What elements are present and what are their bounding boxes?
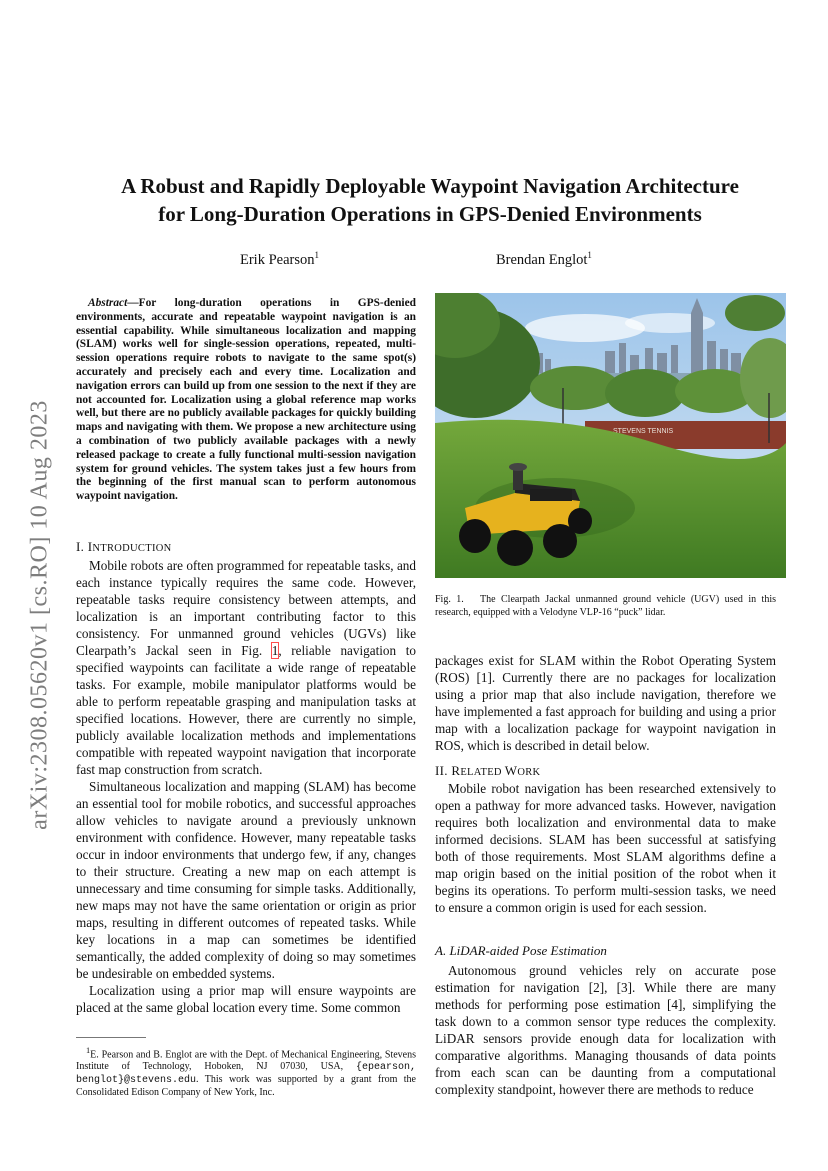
abstract-dash: — [127, 297, 139, 309]
related-rest-1: ELATED [460, 767, 505, 778]
lidar-section-body [435, 962, 776, 1098]
caption-label: Fig. 1. [435, 594, 464, 605]
title-line-1: A Robust and Rapidly Deployable Waypoint Navigation Architecture [121, 174, 739, 198]
footnote-email[interactable]: {epearson, benglot}@stevens.edu [76, 1062, 416, 1087]
footnote-text-b: . This work was supported by a grant from the Consolidated Edison Company of New York, Inc. [76, 1074, 416, 1099]
author-1-affiliation: 1 [314, 250, 319, 260]
related-paragraph-1: Mobile robot navigation has been researched extensively to open a pathway for more advanced tasks. However, navigation requires both localization and environmental data to make informed decisions. SLAM has been successful at satisfying both of those requirements. Most SLAM algorithms define a map origin based on the initial position of the robot when it begins its operations. To perform multi-session tasks, we need to ensure a common origin is used for each session. [435, 781, 776, 915]
title-line-2: for Long-Duration Operations in GPS-Denied Environments [158, 202, 702, 226]
abstract-text: For long-duration operations in GPS-denied environments, accurate and repeatable waypoint navigation is an essential capability. While simultaneous localization and mapping (SLAM) works well for single-session operations, repeated, multi-session operations require robots to navigate to the same spot(s) accurately and precisely each and every time. Localization and navigation errors can build up from one session to the next if they are not accounted for. Localization using a global reference map works well, but there are no publicly available packages for quickly building maps and navigating with them. We propose a new architecture using a combination of two publicly available packages with a newly released package to create a fully functional multi-session navigation system for ground vehicles. The system takes just a few hours from the beginning of the first manual scan to perform autonomous waypoint navigation. [76, 297, 416, 503]
right-column-continuation [435, 652, 776, 754]
intro-paragraph-1 [76, 557, 416, 778]
footnote-rule [76, 1037, 146, 1038]
author-2-name: Brendan Englot [496, 251, 588, 268]
footnote-marker: 1 [86, 1046, 91, 1055]
author-2 [496, 250, 592, 269]
abstract-label: Abstract [88, 297, 128, 309]
intro-p1-a: Mobile robots are often programmed for repeatable tasks, and each instance typically requires the same code. However, repeatable tasks require consistency between attempts, and localization is an important contributing factor to this consistency. For unmanned ground vehicles (UGVs) like Clearpath’s Jackal seen in Fig. [76, 558, 416, 658]
arxiv-identifier [20, 355, 60, 875]
intro-paragraph-2: Simultaneous localization and mapping (SLAM) has become an essential tool for mobile robotics, and successful approaches allow vehicles to navigate around a previously unknown environment with confidence. However, many repeatable tasks occur in indoor environments that undergo few, if any, changes to their structure. Creating a new map on each attempt is unnecessary and time consuming for simple tasks. Additionally, new maps may not have the same orientation or origin as prior maps, resulting in different outcomes of repeated tasks. While key locations in a map can sometimes be identified semantically, the added complexity of doing so may sometimes be undesirable on embedded systems. [76, 779, 416, 981]
introduction-body [76, 557, 416, 1016]
intro-p1-b: , reliable navigation to specified waypoints can facilitate a wide range of repeatable tasks. For example, mobile manipulator platforms would be able to perform repeatable grasping and manipulation tasks at specified locations. However, there are currently no simple, publicly available localization methods and implementations compatible with repeated waypoint navigation that incorporate fast map construction from scratch. [76, 643, 416, 777]
figure-1-caption [435, 594, 776, 619]
continuation-paragraph: packages exist for SLAM within the Robot Operating System (ROS) [1]. Currently there are no packages for localization using a prior map that also include navigation, therefore we have implemented a fast approach for building and using a prior map with a localization package for waypoint navigation in ROS, which is described in detail below. [435, 653, 776, 753]
figure-1-photo [435, 293, 786, 578]
related-numeral: II. [435, 763, 452, 778]
intro-numeral: I. [76, 539, 88, 554]
intro-rest: NTRODUCTION [92, 543, 172, 554]
related-rest-2: ORK [517, 767, 541, 778]
related-first-letter-1: R [451, 763, 461, 778]
arxiv-identifier-text: arXiv:2308.05620v1 [cs.RO] 10 Aug 2023 [26, 400, 53, 830]
abstract [76, 297, 416, 504]
footnote-text-a: E. Pearson and B. Englot are with the Dept. of Mechanical Engineering, Stevens Institute of Technology, Hoboken, NJ 07030, USA, [76, 1049, 416, 1073]
author-1-name: Erik Pearson [240, 251, 315, 268]
figure-1-link[interactable]: 1 [271, 643, 279, 658]
lidar-paragraph-1: Autonomous ground vehicles rely on accurate pose estimation for navigation [2], [3]. While there are many methods for performing pose estimation [4], simplifying the task down to a common sensor type reduces the complexity. LiDAR sensors provide enough data for localization with comparative algorithms. Managing thousands of data points from each scan can be daunting from a computational complexity standpoint, however there are methods to reduce [435, 963, 776, 1097]
intro-paragraph-3: Localization using a prior map will ensure waypoints are placed at the same global location every time. Some common [76, 983, 416, 1015]
caption-text: The Clearpath Jackal unmanned ground vehicle (UGV) used in this research, equipped with a Velodyne VLP-16 “puck” lidar. [435, 594, 776, 618]
paper-title [80, 172, 780, 228]
related-work-body [435, 780, 776, 916]
subsection-heading-lidar: A. LiDAR-aided Pose Estimation [435, 943, 607, 958]
section-heading-introduction [76, 538, 416, 557]
author-1 [240, 250, 319, 269]
intro-first-letter: I [87, 539, 93, 554]
footnote [76, 1045, 416, 1099]
author-2-affiliation: 1 [587, 250, 592, 260]
related-first-letter-2: W [504, 763, 518, 778]
jackal-ugv-photo [435, 293, 786, 578]
section-heading-related-work [435, 762, 776, 781]
tennis-sign-text: STEVENS TENNIS [613, 428, 674, 435]
